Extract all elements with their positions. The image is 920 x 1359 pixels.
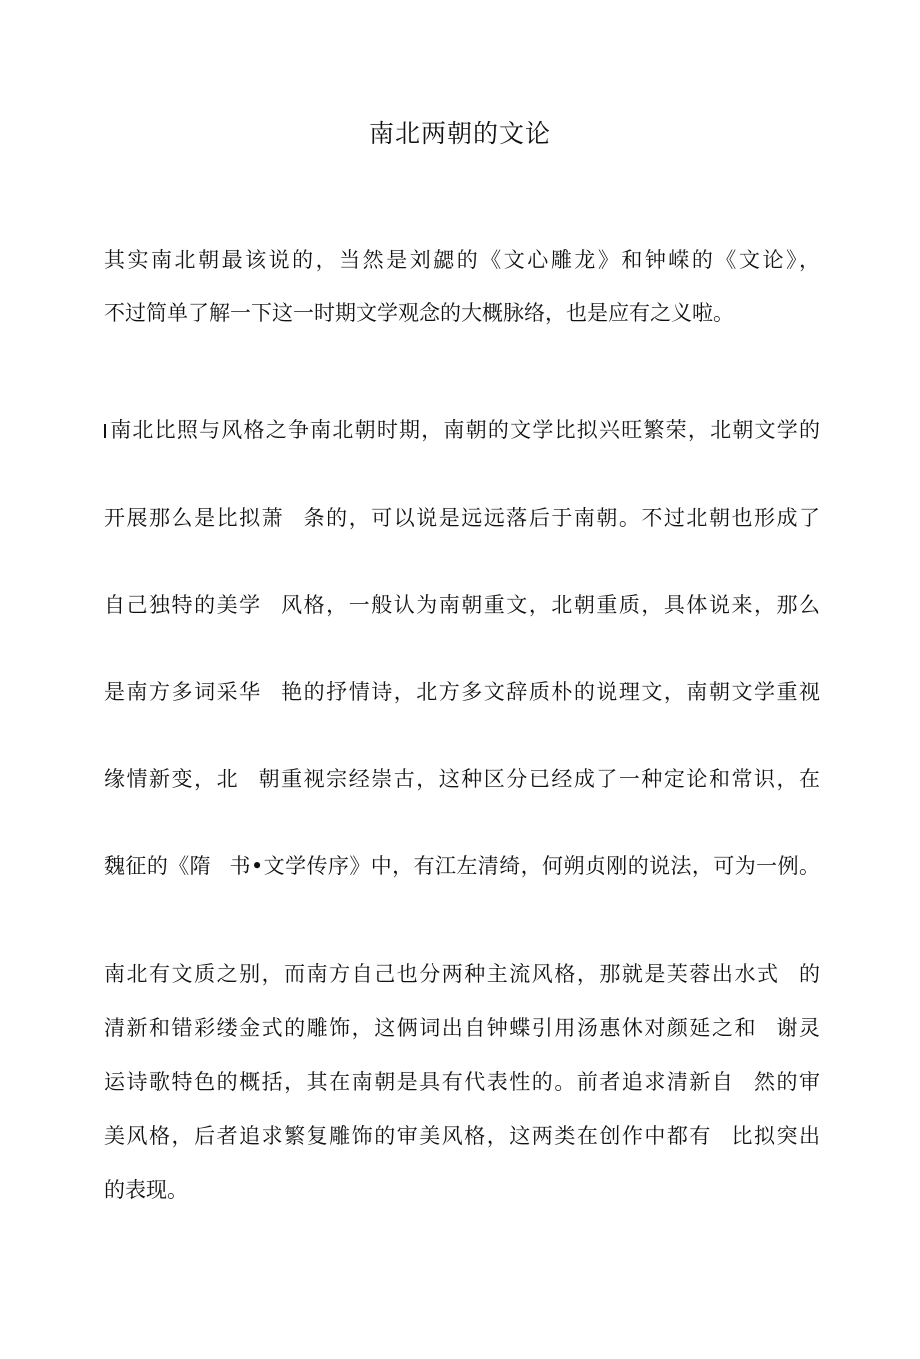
section2-line-5: 的表现。 — [104, 1178, 188, 1202]
intro-line-1: 其实南北朝最该说的，当然是刘勰的《文心雕龙》和钟嵘的《文论》， — [104, 248, 820, 272]
section1-line-4 — [104, 677, 820, 707]
bullet-mark — [104, 424, 106, 438]
section2-line-3a: 运诗歌特色的概括，其在南朝是具有代表性的。前者追求清新自 — [104, 1070, 735, 1094]
section2-line-4a: 美风格，后者追求繁复雕饰的审美风格，这两类在创作中都有 — [104, 1124, 712, 1148]
section1-line-1 — [104, 415, 820, 445]
section1-line-2b: 条的，可以说是远远落后于南朝。不过北朝也形成了 — [302, 506, 820, 530]
section1-line-3 — [104, 590, 820, 620]
section1-line-5a: 缘情新变，北 — [104, 767, 240, 791]
section2-line-4b: 比拟突出 — [729, 1124, 820, 1148]
section1-line-1-text: 南北比照与风格之争南北朝时期，南朝的文学比拟兴旺繁荣，北朝文学的 — [109, 418, 820, 442]
intro-line-2: 不过简单了解一下这一时期文学观念的大概脉络，也是应有之义啦。 — [104, 301, 734, 325]
section2-line-2b: 谢灵 — [774, 1016, 820, 1040]
section2-line-2 — [104, 1013, 820, 1043]
section1-line-2 — [104, 503, 820, 533]
section1-line-6 — [104, 851, 820, 881]
section1-line-5 — [104, 764, 820, 794]
section1-line-3a: 自己独特的美学 — [104, 593, 262, 617]
section2-line-1 — [104, 959, 820, 989]
section2-line-1a: 南北有文质之别，而南方自己也分两种主流风格，那就是芙蓉出水式 — [104, 962, 780, 986]
section1-line-4b: 艳的抒情诗，北方多文辞质朴的说理文，南朝文学重视 — [279, 680, 820, 704]
section1-line-2a: 开展那么是比拟萧 — [104, 506, 285, 530]
section2-line-1b: 的 — [797, 962, 820, 986]
section2-line-3 — [104, 1067, 820, 1097]
section1-line-5b: 朝重视宗经崇古，这种区分已经成了一种定论和常识，在 — [257, 767, 820, 791]
section1-line-6a: 魏征的《隋 — [104, 854, 212, 878]
section1-line-4a: 是南方多词采华 — [104, 680, 262, 704]
section1-line-3b: 风格，一般认为南朝重文，北朝重质，具体说来，那么 — [279, 593, 820, 617]
section1-line-6b: 书•文学传序》中，有江左清绮，何朔贞刚的说法，可为一例。 — [229, 854, 820, 878]
section2-line-2a: 清新和错彩缕金式的雕饰，这俩词出自钟蝶引用汤惠休对颜延之和 — [104, 1016, 757, 1040]
section2-line-3b: 然的审 — [752, 1070, 820, 1094]
section2-line-4 — [104, 1121, 820, 1151]
page-title: 南北两朝的文论 — [368, 119, 551, 148]
